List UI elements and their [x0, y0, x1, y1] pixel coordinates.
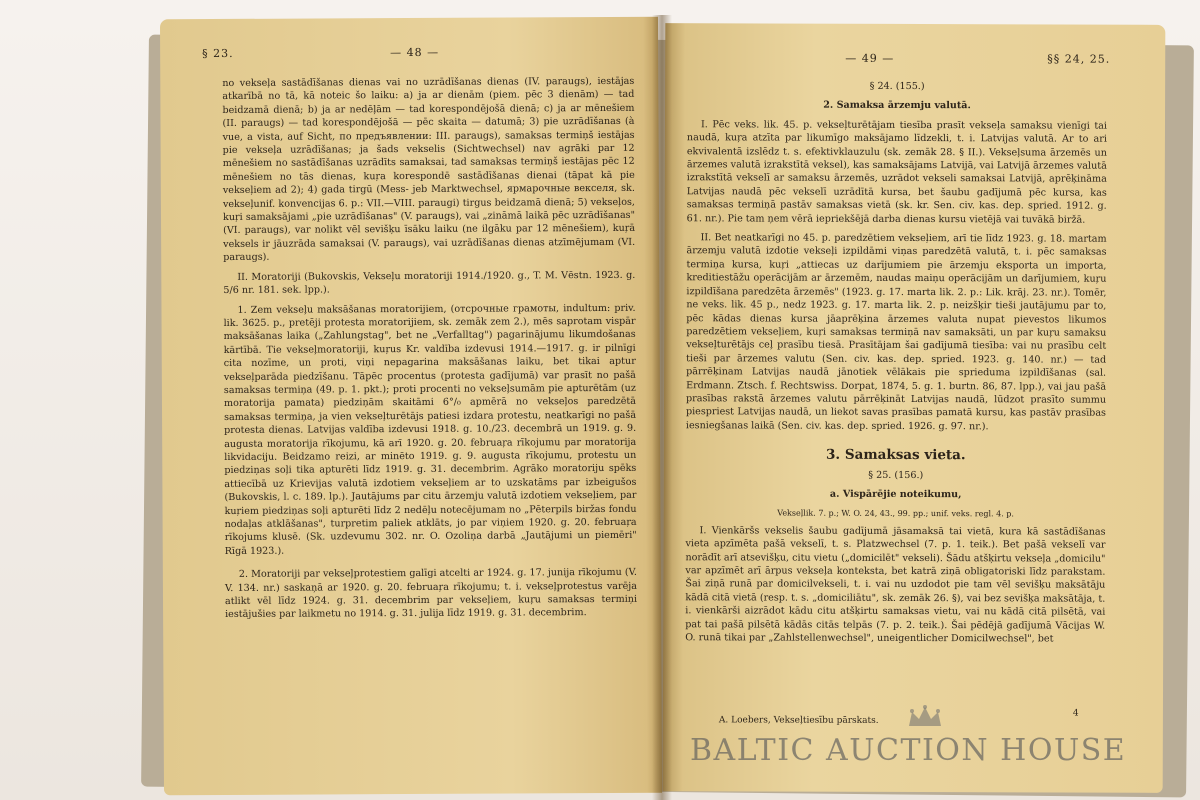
- left-page-number: — 48 —: [390, 45, 440, 60]
- right-paragraph-2: II. Bet neatkarīgi no 45. p. paredzētiem vekseļiem, arī tie līdz 1923. g. 18. martam ārzemju valutā izdotie vekseļi izpildāmi viņas paredzētā valutā, t. i. pēc samaksas termiņa kursa, kuŗi „attiecas uz darījumiem pie ārzemju eksporta un importa, kreditiestāžu operācijām ar ārzemēm, naudas maiņu operācijām un darījumiem, kuŗu izpildīšana paredzēta ārzemēs" (1923. g. 17. marta lik. 2. p.: Lik. krāj. 23. nr.). Tomēr, ne veks. lik. 45 p., nedz 1923. g. 17. marta lik. 2. p. neizšķir tieši jautājumu par to, pēc kādas dienas kursa jāaprēķina ārzemes valuta nupat pievestos likumos paredzētiem vekseļiem, kuŗi samaksas termiņā nav samaksāti, un par kuŗu samaksu vekseļturētājs ceļ prasību tiesā. Prasītājam šai gadījumā tiesība: vai nu prasību celt tieši par ārzemes valutu (Sen. civ. kas. dep. spried. 1923. g. 140. nr.) — tad pārrēķinam Latvijas naudā jānotiek vēlākais pie sprieduma izpildīšanas (sal. Erdmann. Ztsch. f. Rechtswiss. Dorpat, 1874, 5. g. 1. burtn. 86, 87. lpp.), vai jau pašā prasības rakstā ārzemes valutu pārrēķināt Latvijas naudā, lūdzot prasīto summu piespriest Latvijas naudā, un liekot savas prasības pamatā kursu, kas pastāv prasības iesniegšanas laikā (Sen. civ. kas. dep. spried. 1926. g. 97. nr.).: [685, 232, 1107, 433]
- foreign-currency-title: 2. Samaksa ārzemju valutā.: [823, 100, 971, 112]
- law-references: Vekseļlik. 7. p.; W. O. 24, 43., 99. pp.; unif. veks. regl. 4. p.: [777, 508, 1014, 519]
- footer-author: A. Loebers, Vekseļtiesību pārskats.: [718, 715, 879, 726]
- right-page: [663, 23, 1166, 793]
- left-paragraph-3: 1. Zem vekseļu maksāšanas moratorijiem, (отсрочные грамоты, indultum: priv. lik. 3625. p., pretēji protesta moratorijiem, sk. zemāk zem 2.), mēs saprotam vispār maksāšanas laika („Zahlungstag", bet ne „Verfalltag") pagarinājumu likumdošanas kārtībā. Tie vekseļmoratoriji, kuŗus Kr. valdība izdevusi 1914.—1917. g. ir pilnīgi cita nozīme, un proti, viņi nepagarina maksāšanas laiku, bet tikai aptur vekseļparāda piedzīšanu. Tāpēc procentus (protesta gadījumā) var prasīt no pašā samaksas termiņa (49. p. 1. pkt.); proti procenti no vekseļsumām pie apturētām (uz moratorija pamata) piedziņām skaitāmi 6°/₀ apmērā no vekseļos paredzētā samaksas termiņa, ja vien vekseļturētājs patiesi izdara protestu, neatkarīgi no pašā protesta dienas. Latvijas valdība izdevusi 1918. g. 10./23. decembrā un 1919. g. 9. augusta moratorija rīkojumu, kā arī 1920. g. 20. februaŗa rīkojumu par moratorija likvidaciju. Beidzamo reizi, ar minēto 1919. g. 9. augusta rīkojumu, protestu un piedziņas soļi tika apturēti līdz 1919. g. 31. decembrim. Agrāko moratoriju spēks attiecībā uz Krievijas valutā izdotiem vekseļiem ar to uzskatāms par izbeigušos (Bukovskis, l. c. 189. lp.). Jautājums par citu ārzemju valutā izdotiem vekseļiem, par kuŗiem piedziņas soļi apturēti līdz 2 nedēļu notecējumam no „Pēterpils biržas fondu nodaļas atklāšanas", turpretim paliek atklāts, jo par viņiem 1920. g. 20. februaŗa rīkojums klusē. (Sk. uzdevumu 302. nr. O. Ozoliņa darbā „Jautājumi un piemēri" Rīgā 1923.).: [223, 302, 637, 557]
- payment-place-title: 3. Samaksas vieta.: [826, 446, 966, 464]
- left-paragraph-2: II. Moratoriji (Bukovskis, Vekseļu moratoriji 1914./1920. g., T. M. Vēstn. 1923. g. 5/6 nr. 181. sek. lpp.).: [223, 269, 636, 297]
- book-gutter-shadow: [652, 15, 672, 800]
- left-section-header: § 23.: [202, 46, 234, 61]
- auction-house-watermark: BALTIC AUCTION HOUSE: [690, 733, 1127, 768]
- left-page: [160, 17, 662, 796]
- section-24-heading: § 24. (155.): [869, 80, 925, 93]
- crown-icon: [906, 704, 944, 730]
- right-page-number: — 49 —: [845, 51, 895, 65]
- right-paragraph-1: I. Pēc veks. lik. 45. p. vekseļturētājam tiesība prasīt vekseļa samaksu vienīgi tai naudā, kuŗa atzīta par likumīgo maksājamo līdzekli, t. i. Latvijas valutā. Ar to ari ekvivalentā izslēdz t. s. efektivklauzulu (sk. zemāk 28. § II.). Vekseļsuma ārzemēs un ārzemes valutā izrakstītā veksel), kas samaksājams Latvijā, vai Latvijā ārzemes valutā izrakstītā vekselī ar samaksu ārzemēs, uzrādot vekseli samaksai Latvijā, aprēķināma Latvijas naudā pēc vekselī uzrādītā kursa, bet šaubu gadījumā pēc kursa, kas samaksas termiņā pastāv samaksas vietā (sk. kr. Sen. civ. kas. dep. spried. 1912. g. 61. nr.). Pie tam ņem vērā iepriekšējā darba dienas kursu vietējā vai tuvākā biržā.: [686, 119, 1108, 226]
- left-paragraph-1: no vekseļa sastādīšanas dienas vai no uzrādīšanas dienas (IV. paraugs), iestājas atkarībā no tā, kā noteic šo laiku: a) ja ar dienām (piem. pēc 3 dienām) — tad beidzamā dienā; b) ja ar nedēļām — tad korespondējošā dienā; c) ja ar mēnešiem (II. paraugs) — tad korespondējošā — pēc skaita — datumā; 3) pie uzrādīšanas (à vue, a vista, auf Sicht, по предъявлении: III. paraugs), samaksas termiņš iestājas pie vekseļa uzrādīšanas; ja šads vekselis (Sichtwechsel) nav agrāki par 12 mēnešiem no sastādīšanas uzrādīts samaksai, tad samaksas termiņš iestājas pēc 12 mēnešiem no tās dienas, kuŗa korespondē sastādīšanas dienai (tāpat kā pie vekseļiem ad 2); 4) gada tirgū (Mess- jeb Marktwechsel, ярмарочные векселя, sk. vekseļunif. konvencijas 6. p.: VII.—VIII. paraugi) tirgus beidzamā dienā; 5) vekseļos, kuŗi samaksājami „pie uzrādīšanas" (V. paraugs), vai „zināmā laikā pēc uzrādīšanas" (VI. paraugs), var nolikt vēl sevišķu īsāku laiku (ne ilgāku par 12 mēnešiem), kuŗā veksels ir jāuzrāda samaksai (V. paraugs), vai uzrādīšanas dienas atzīmējumam (VI. paraugs).: [222, 75, 636, 264]
- general-provisions-subtitle: a. Vispārējie noteikumu,: [829, 488, 962, 501]
- right-section-header: §§ 24, 25.: [1047, 52, 1111, 66]
- left-page-text: [222, 75, 637, 628]
- footer-signature-mark: 4: [1072, 708, 1079, 719]
- left-paragraph-4: 2. Moratoriji par vekseļprotestiem galīgi atcelti ar 1924. g. 17. junija rīkojumu (V. V. 134. nr.) saskaņā ar 1920. g. 20. februaŗa rīkojumu; t. i. vekseļprotestus varēja atlikt vēl līdz 1924. g. 31. decembrim par vekseļiem, kuŗu samaksas termiņi iestājušies par laikmetu no 1914. g. 31. julija līdz 1919. g. 31. decembrim.: [224, 567, 638, 621]
- right-page-text: [685, 79, 1107, 652]
- section-25-heading: § 25. (156.): [868, 469, 924, 481]
- right-paragraph-3: I. Vienkāršs vekselis šaubu gadījumā jāsamaksā tai vietā, kura kā sastādīšanas vieta apzīmēta pašā vekselī, t. s. Platzwechsel (7. p. 1. teik.). Bet pašā vekselī var norādīt arī atsevišķu, citu vietu („domicilēt" vekseli). Šādu atšķirtu vekseļa „domicilu" var apzīmēt arī ārpus vekseļa konteksta, bet katrā ziņā obligatoriski līdz parakstam. Šai ziņā runā par domicilvekseli, t. i. vai nu uzdodot pie tam vēl sevišķu maksātāju kādā citā vietā (resp. t. s. „domiciliātu", sk. zemāk 26. §), vai bez sevišķa maksātāja, t. i. vienkārši aizrādot kādu citu atšķirtu samaksas vietu, vai nu kādā citā pilsētā, vai pat tai pašā pilsētā kādās citās telpās (7. p. 2. teik.). Šai pēdējā gadījumā Vācijas W. O. runā tikai par „Zahlstellenwechsel", uneigentlicher Domicilwechsel", bet: [685, 525, 1106, 645]
